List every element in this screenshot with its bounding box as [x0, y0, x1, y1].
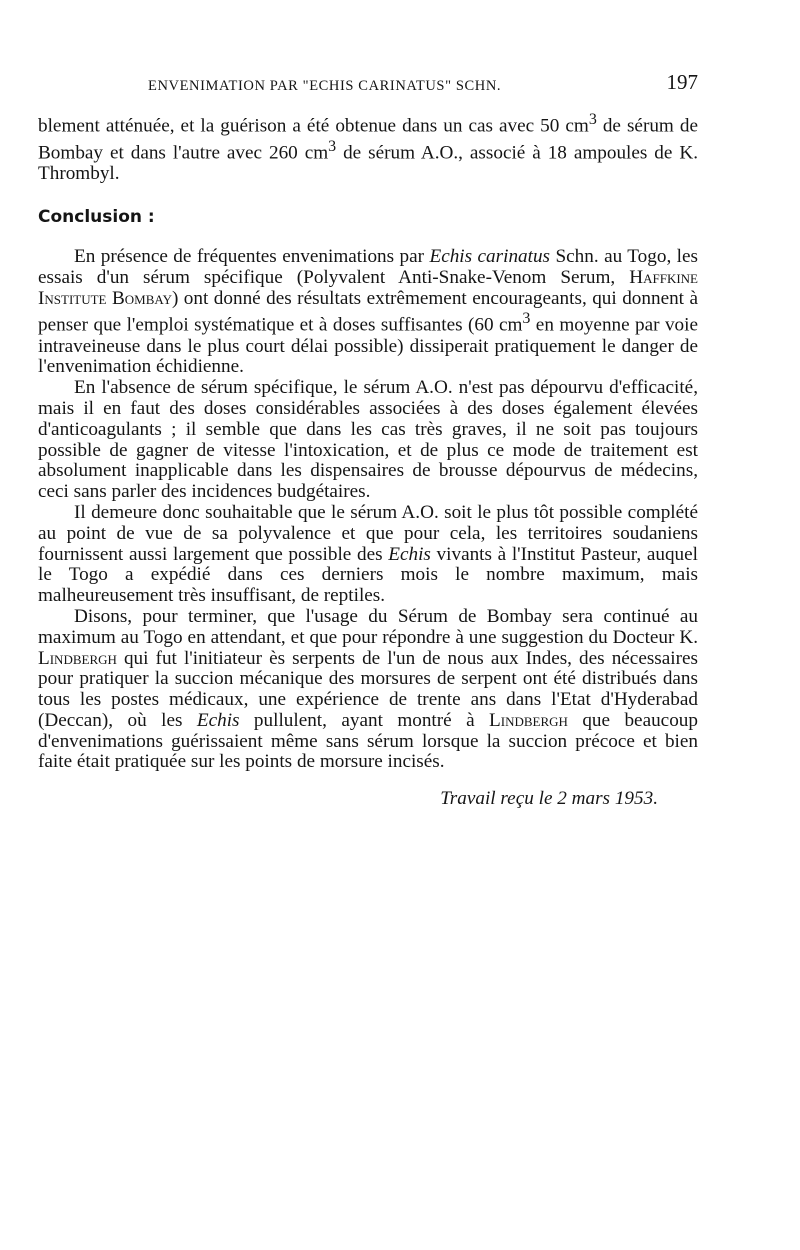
text-run: blement atténuée, et la guérison a été obtenue dans un cas avec 50 cm — [38, 115, 589, 137]
superscript: 3 — [328, 138, 337, 156]
text-run: que beaucoup d'envenimations guérissaient même sans sérum lorsque la succion précoce et bien faite était pratiquée sur les points de morsure incisés. — [38, 709, 698, 773]
text-run: vivants à l'Institut Pasteur, auquel le Togo a expédié dans ces derniers mois le nombre maximum, mais malheureusement très insuffisant, de reptiles. — [38, 543, 698, 607]
section-heading: Conclusion : — [38, 207, 155, 228]
text-run: en moyenne par voie intraveineuse dans le plus court délai possible) dissiperait pratiquement le danger de l'envenimation échidienne. — [38, 314, 698, 378]
paragraph-4 — [38, 607, 698, 773]
text-run: ) ont donné des résultats extrêmement encourageants, qui donnent à penser que l'emploi systématique et à doses suffisantes (60 cm — [38, 287, 698, 336]
text-run: En présence de fréquentes envenimations par — [74, 245, 430, 267]
small-caps-institution: Haffkine Institute Bombay — [38, 266, 698, 309]
running-title: ENVENIMATION PAR "ECHIS CARINATUS" SCHN. — [148, 78, 502, 94]
text-run: pullulent, ayant montré à — [239, 709, 490, 731]
text-run: Il demeure donc souhaitable que le sérum A.O. soit le plus tôt possible complété au point de vue de sa polyvalence et que pour cela, les territoires soudaniens fournissent aussi largement que possible des — [38, 501, 698, 565]
text-run: Disons, pour terminer, que l'usage du Sérum de Bombay sera continué au maximum au Togo en attendant, et que pour répondre à une suggestion du Docteur K. — [38, 605, 698, 648]
running-header — [38, 68, 698, 98]
small-caps-author: Lindbergh — [38, 647, 117, 669]
superscript: 3 — [522, 310, 531, 328]
paragraph-2: En l'absence de sérum spécifique, le sérum A.O. n'est pas dépourvu d'efficacité, mais il en faut des doses considérables associées à des doses également élevées d'anticoagulants ; il semble que dans les cas très graves, il ne soit pas toujours possible de gagner de vitesse l'intoxication, et de plus ce mode de traitement est absolument inapplicable dans les dispensaires de brousse dépourvus de médecins, ceci sans parler des incidences budgétaires. — [38, 377, 698, 503]
italic-genus-name: Echis — [388, 543, 431, 565]
article-body — [38, 110, 698, 810]
text-run: de sérum A.O., associé à 18 ampoules de K. Thrombyl. — [38, 142, 698, 185]
continuation-paragraph — [38, 110, 698, 185]
text-run: Schn. au Togo, les essais d'un sérum spécifique (Polyvalent Anti-Snake-Venom Serum, — [38, 245, 698, 288]
received-date: Travail reçu le 2 mars 1953. — [440, 788, 658, 810]
italic-genus-name: Echis — [196, 709, 240, 731]
page-number: 197 — [666, 70, 698, 94]
paragraph-1 — [38, 247, 698, 378]
paragraph-3 — [38, 503, 698, 607]
small-caps-author: Lindbergh — [489, 709, 568, 731]
text-run: de sérum de Bombay et dans l'autre avec 260 cm — [38, 115, 698, 164]
italic-species-name: Echis carinatus — [429, 245, 551, 267]
superscript: 3 — [588, 111, 597, 128]
text-run: qui fut l'initiateur ès serpents de l'un de nous aux Indes, des nécessaires pour pratiquer la succion mécanique des morsures de serpent ont été distribués dans tous les postes médicaux, une expérience de trente ans dans l'Etat d'Hyderabad (Deccan), où les — [38, 647, 698, 731]
